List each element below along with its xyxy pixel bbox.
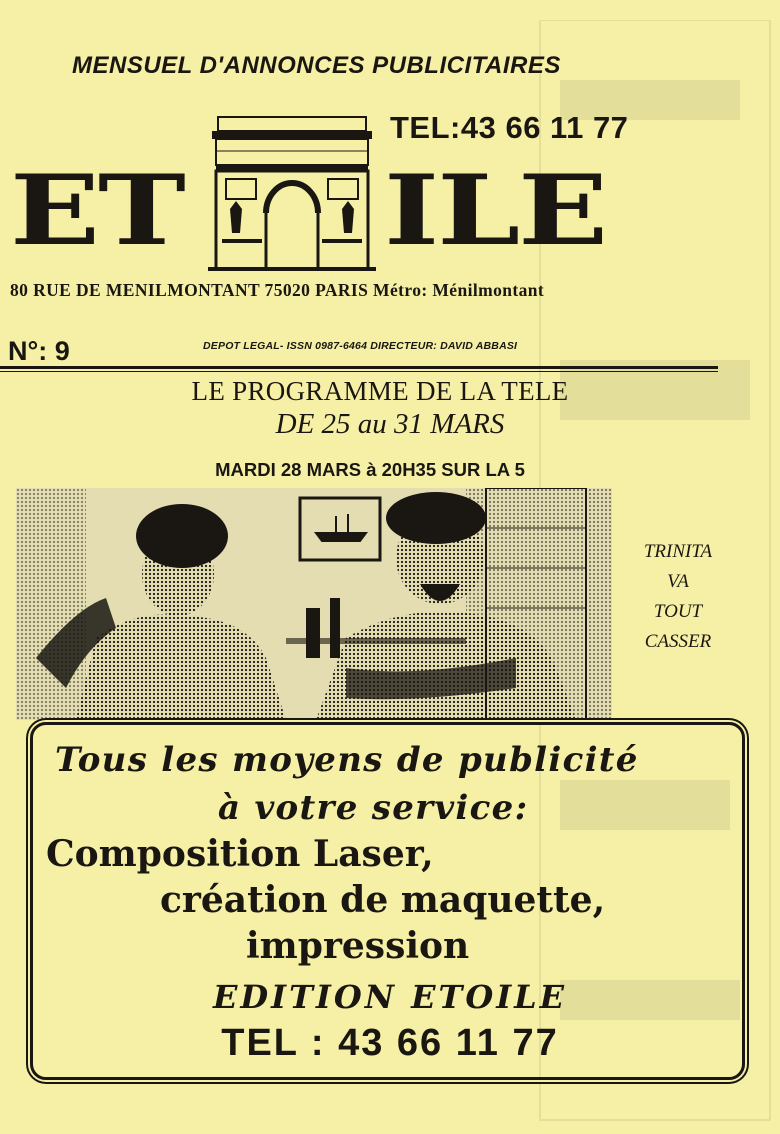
ad-brand: EDITION ETOILE xyxy=(212,978,568,1016)
program-showtime: MARDI 28 MARS à 20H35 SUR LA 5 xyxy=(215,459,525,480)
film-title-line: TRINITA xyxy=(643,541,713,562)
arc-de-triomphe-logo xyxy=(208,113,376,271)
header-phone: TEL:43 66 11 77 xyxy=(390,110,629,145)
ad-line: Tous les moyens de publicité xyxy=(55,740,639,780)
masthead-left: ET xyxy=(10,152,184,267)
film-title-line: VA xyxy=(667,571,689,592)
program-title: LE PROGRAMME DE LA TELE xyxy=(191,376,569,406)
film-title-line: TOUT xyxy=(653,601,703,622)
tagline: MENSUEL D'ANNONCES PUBLICITAIRES xyxy=(72,52,561,79)
ad-line: création de maquette, xyxy=(160,879,606,921)
film-title-line: CASSER xyxy=(644,631,712,652)
program-dates: DE 25 au 31 MARS xyxy=(275,408,505,440)
film-title xyxy=(608,537,748,657)
divider xyxy=(0,371,718,372)
ad-phone: TEL : 43 66 11 77 xyxy=(221,1022,559,1064)
ad-line: Composition Laser, xyxy=(46,833,434,875)
ad-line: à votre service: xyxy=(218,788,529,828)
masthead-right: ILE xyxy=(384,152,607,267)
film-still-photo xyxy=(16,488,612,720)
address: 80 RUE DE MENILMONTANT 75020 PARIS Métro: Ménilmontant xyxy=(10,280,545,300)
issue-number: N°: 9 xyxy=(8,336,70,366)
divider xyxy=(0,366,718,369)
ad-line: impression xyxy=(246,925,470,967)
legal-line: DEPOT LEGAL- ISSN 0987-6464 DIRECTEUR: DAVID ABBASI xyxy=(203,340,518,352)
